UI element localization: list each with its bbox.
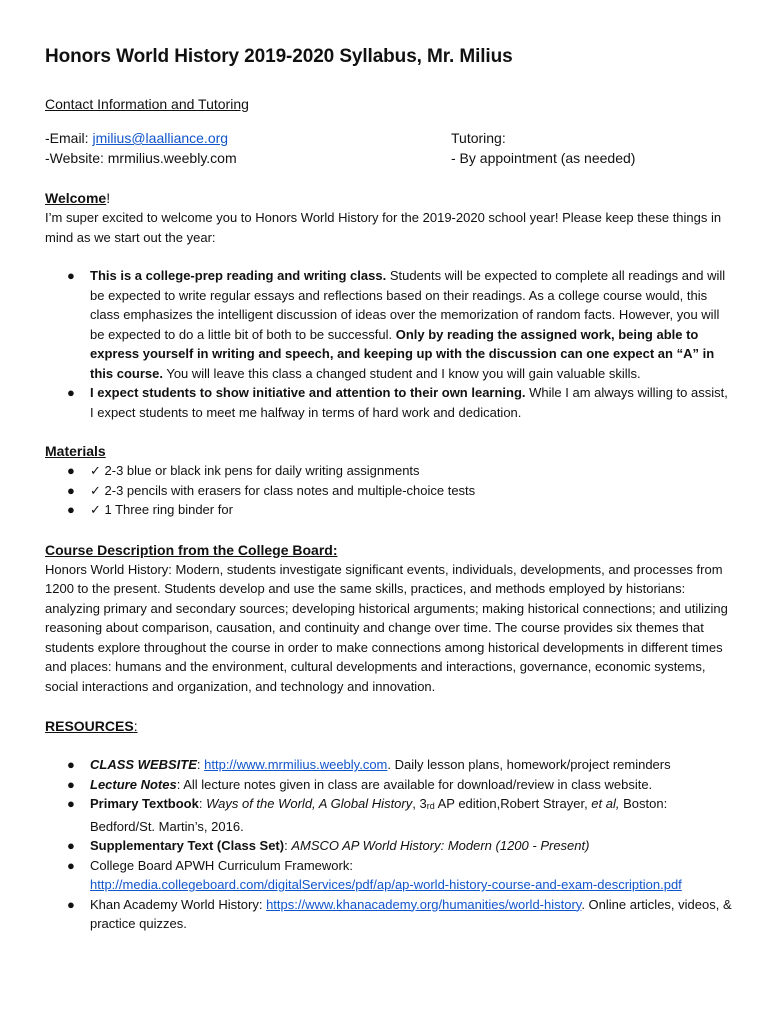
body-text: Boston: Bedford/St. Martin’s, 2016.	[90, 796, 668, 834]
bullet-icon: ●	[67, 796, 75, 811]
resource-label: Primary Textbook	[90, 796, 199, 811]
bullet-icon: ●	[67, 385, 75, 400]
course-section	[45, 540, 735, 697]
contact-heading: Contact Information and Tutoring	[45, 96, 249, 112]
body-text: :	[198, 796, 207, 811]
bullet-icon: ●	[67, 838, 75, 853]
list-item	[45, 836, 735, 856]
course-heading: Course Description from the College Board:	[45, 541, 338, 558]
email-link[interactable]: jmilius@laalliance.org	[92, 130, 229, 146]
resource-label: Supplementary Text (Class Set)	[90, 838, 285, 853]
resources-list	[45, 755, 735, 934]
contact-left	[45, 128, 237, 168]
khan-academy-link[interactable]: https://www.khanacademy.org/humanities/world-history	[266, 896, 582, 912]
bold-text: I expect students to show initiative and attention to their own learning.	[90, 385, 526, 400]
welcome-intro: I’m super excited to welcome you to Honors World History for the 2019-2020 school year! Please keep these things in mind as we start out the year:	[45, 210, 722, 245]
resources-heading: RESOURCES	[45, 718, 134, 734]
welcome-exclaim: !	[106, 190, 111, 206]
body-text: Khan Academy World History:	[90, 896, 267, 912]
ordinal-suffix: rd	[426, 801, 435, 811]
body-text: AP edition,Robert Strayer,	[434, 796, 592, 811]
tutoring-value: - By appointment (as needed)	[451, 150, 636, 166]
course-description: Honors World History: Modern, students investigate significant events, individuals, developments, and processes from 1200 to the present. Students develop and use the same skills, practices, and methods employed by historians: analyzing primary and secondary sources; developing historical arguments; making historical connections; and utilizing reasoning about comparison, causation, and continuity and change over time. The course provides six themes that students explore throughout the course in order to make connections among historical developments in different times and places: humans and the environment, cultural developments and interactions, governance, economic systems, social interactions and organization, and technology and innovation.	[45, 561, 728, 694]
welcome-heading-line	[45, 188, 735, 208]
welcome-section	[45, 188, 735, 422]
bullet-icon: ●	[67, 502, 75, 517]
welcome-list	[45, 266, 735, 422]
list-item	[45, 755, 735, 775]
list-item	[45, 500, 735, 520]
bullet-icon: ●	[67, 857, 75, 873]
resource-label: Lecture Notes	[90, 776, 177, 792]
material-text: ✓ 2-3 blue or black ink pens for daily writing assignments	[90, 463, 420, 478]
body-text: :	[284, 838, 292, 853]
italic-text: et al,	[591, 796, 620, 811]
bullet-icon: ●	[67, 268, 75, 283]
body-text: You will leave this class a changed student and I know you will gain valuable skills.	[162, 365, 641, 381]
resources-heading-line	[45, 716, 735, 736]
list-item	[45, 383, 735, 422]
body-text: , 3	[412, 796, 427, 811]
materials-list	[45, 461, 735, 520]
material-text: ✓ 1 Three ring binder for	[90, 502, 233, 517]
book-title: Ways of the World, A Global History	[206, 796, 413, 811]
bullet-icon: ●	[67, 896, 75, 912]
list-item	[45, 856, 735, 895]
list-item	[45, 794, 735, 836]
body-text: . Daily lesson plans, homework/project reminders	[387, 757, 671, 772]
resources-colon: :	[133, 718, 138, 734]
body-text: While I am always willing to assist, I expect students to meet me halfway in terms of hard work and dedication.	[90, 385, 728, 420]
body-text: Students will be expected to complete all readings and will be expected to write regular essays and reflections based on their readings. As a college course would, this class emphasizes the intelligent discussion of ideas over the memorization of random facts. However, you will be expected to do a little bit of both to be successful.	[90, 268, 726, 342]
list-item	[45, 481, 735, 501]
body-text: College Board APWH Curriculum Framework:	[90, 857, 353, 873]
bullet-icon: ●	[67, 463, 75, 478]
email-label: -Email:	[45, 130, 93, 146]
page-title: Honors World History 2019-2020 Syllabus, Mr. Milius	[45, 46, 513, 67]
book-title: AMSCO AP World History: Modern (1200 - Present)	[291, 838, 590, 853]
resources-section	[45, 716, 735, 934]
tutoring-label: Tutoring:	[451, 130, 506, 146]
list-item	[45, 461, 735, 481]
resource-label: CLASS WEBSITE	[90, 757, 197, 772]
bullet-icon: ●	[67, 482, 75, 498]
list-item	[45, 775, 735, 795]
body-text: :	[196, 757, 205, 772]
curriculum-framework-link[interactable]: http://media.collegeboard.com/digitalServices/pdf/ap/ap-world-history-course-and-exam-description.pdf	[90, 877, 682, 892]
materials-heading: Materials	[45, 443, 106, 459]
body-text: : All lecture notes given in class are available for download/review in class website.	[176, 776, 653, 792]
materials-section	[45, 441, 735, 520]
body-text: . Online articles, videos, & practice quizzes.	[90, 896, 732, 931]
list-item	[45, 266, 735, 383]
bullet-icon: ●	[67, 776, 75, 792]
website-line: -Website: mrmilius.weebly.com	[45, 150, 237, 166]
material-text: ✓ 2-3 pencils with erasers for class notes and multiple-choice tests	[90, 482, 476, 498]
syllabus-page	[45, 44, 735, 934]
welcome-heading: Welcome	[45, 190, 107, 206]
list-item	[45, 895, 735, 934]
contact-block	[45, 128, 735, 168]
bullet-icon: ●	[67, 757, 75, 772]
email-line	[45, 128, 237, 148]
bold-text: Only by reading the assigned work, being able to express yourself in writing and speech, and keeping up with the discussion can one expect an “A” in this course.	[90, 326, 715, 381]
class-website-link[interactable]: http://www.mrmilius.weebly.com	[204, 757, 388, 772]
bold-text: This is a college-prep reading and writing class.	[90, 268, 387, 283]
contact-right	[451, 128, 635, 168]
